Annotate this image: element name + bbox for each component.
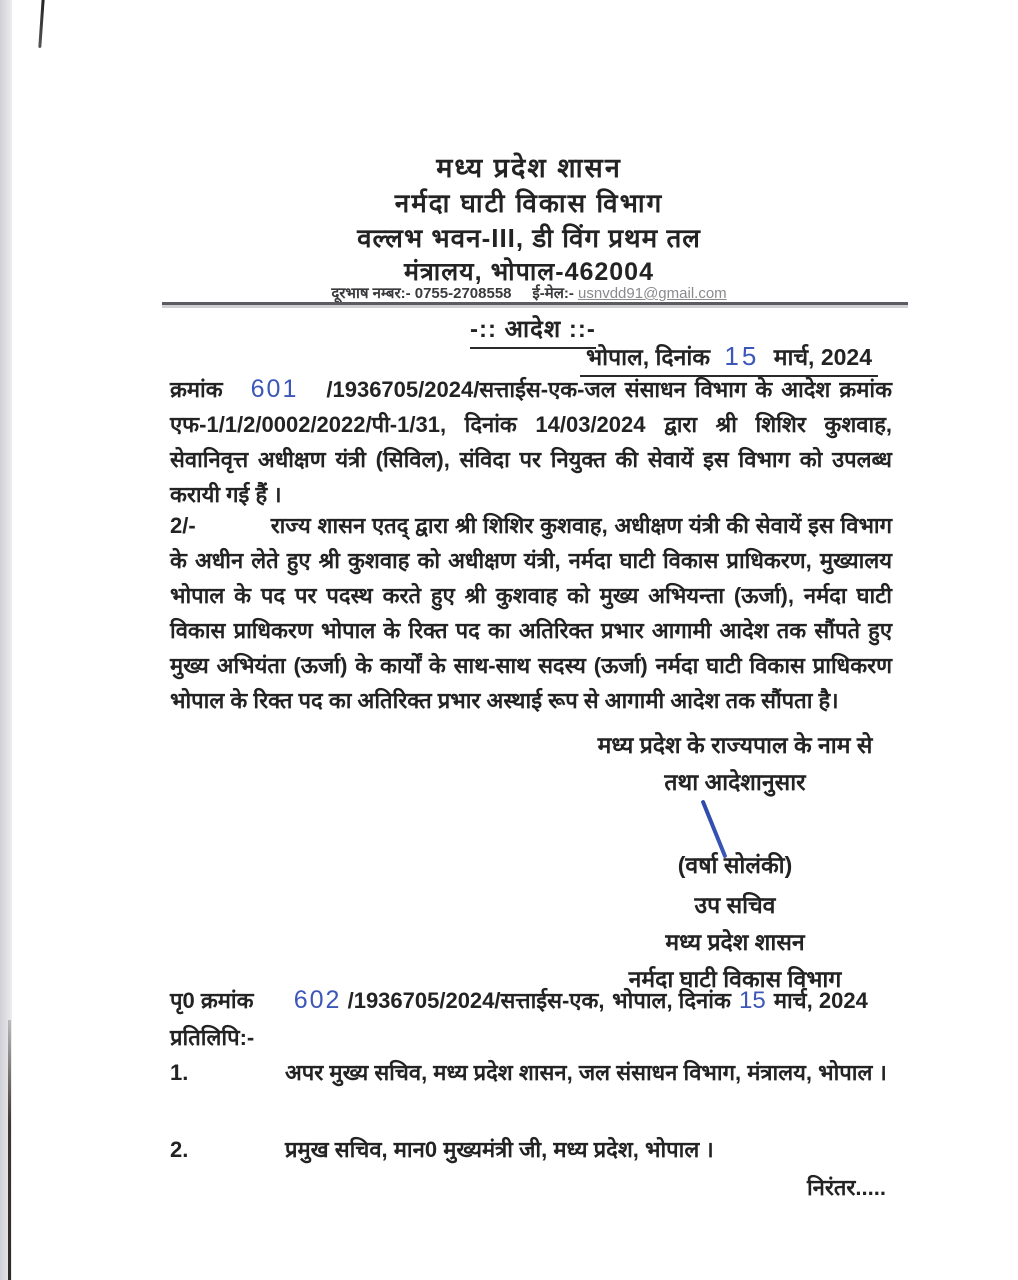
scan-edge-shadow-line	[8, 1020, 11, 1280]
handwritten-day-2: 15	[738, 987, 766, 1014]
order-paragraph-1	[170, 372, 892, 512]
email-address: usnvdd91@gmail.com	[578, 285, 727, 302]
authority-line-1: मध्य प्रदेश के राज्यपाल के नाम से	[597, 732, 873, 758]
order-heading: -:: आदेश ::-	[470, 312, 596, 349]
copy-1-text: अपर मुख्य सचिव, मध्य प्रदेश शासन, जल संसाधन विभाग, मंत्रालय, भोपाल ।	[285, 1060, 887, 1085]
endorsement-line	[170, 985, 604, 1015]
handwritten-endorsement-number: 602	[293, 986, 342, 1014]
date-prefix: भोपाल, दिनांक	[585, 344, 711, 370]
copy-recipient-row-2	[170, 1132, 896, 1167]
copy-to-label: प्रतिलिपि:-	[170, 1025, 255, 1050]
sig-date-suffix: मार्च, 2024	[773, 988, 868, 1013]
letterhead-contact-line	[164, 283, 894, 303]
para1-serial-label: क्रमांक	[170, 377, 223, 402]
letterhead-building-address: वल्लभ भवन-III, डी विंग प्रथम तल	[357, 223, 701, 253]
copy-1-number: 1.	[170, 1060, 189, 1085]
letterhead-department-name: नर्मदा घाटी विकास विभाग	[394, 188, 664, 218]
signatory-department: नर्मदा घाटी विकास विभाग	[628, 966, 842, 992]
endorsement-label: पृ0 क्रमांक	[170, 988, 254, 1013]
letterhead-city-pincode: मंत्रालय, भोपाल-462004	[404, 258, 654, 286]
phone-number: 0755-2708558	[414, 285, 512, 302]
order-paragraph-2	[170, 508, 892, 718]
authority-line-2: तथा आदेशानुसार	[664, 769, 806, 795]
copy-2-number: 2.	[170, 1137, 189, 1162]
copy-recipient-row-1	[170, 1055, 896, 1090]
handwritten-order-number: 601	[250, 375, 299, 403]
signatory-government: मध्य प्रदेश शासन	[665, 929, 805, 955]
para2-text: राज्य शासन एतद् द्वारा श्री शिशिर कुशवाह, अधीक्षण यंत्री की सेवायें इस विभाग के अधीन लेते हुए श्री कुशवाह को अधीक्षण यंत्री, नर्मदा घाटी विकास प्राधिकरण, मुख्यालय भोपाल के पद पर पदस्थ करते हुए श्री कुशवाह को मुख्य अभियन्ता (ऊर्जा), नर्मदा घाटी विकास प्राधिकरण भोपाल के रिक्त पद का अतिरिक्त प्रभार आगामी आदेश तक सौंपते हुए मुख्य अभियंता (ऊर्जा) के कार्यों के साथ-साथ सदस्य (ऊर्जा) नर्मदा घाटी विकास प्राधिकरण भोपाल के रिक्त पद का अतिरिक्त प्रभार अस्थाई रूप से आगामी आदेश तक सौंपता है।	[170, 513, 892, 713]
endorsement-text: /1936705/2024/सत्ताईस-एक,	[347, 988, 605, 1013]
sig-date-prefix: भोपाल, दिनांक	[612, 988, 731, 1013]
para2-serial-label: 2/-	[170, 513, 196, 538]
email-label: ई-मेल:-	[532, 285, 574, 302]
signature-date-line	[590, 985, 890, 1015]
continuation-note: निरंतर.....	[806, 1175, 886, 1200]
letterhead-government-name: मध्य प्रदेश शासन	[436, 153, 622, 183]
letterhead-divider-rule	[162, 302, 908, 305]
phone-label: दूरभाष नम्बर:-	[331, 285, 411, 302]
signatory-designation: उप सचिव	[694, 892, 776, 918]
signatory-name: (वर्षा सोलंकी)	[677, 852, 793, 878]
para1-text: /1936705/2024/सत्ताईस-एक-जल संसाधन विभाग के आदेश क्रमांक एफ-1/1/2/0002/2022/पी-1/31, दिनांक 14/03/2024 द्वारा श्री शिशिर कुशवाह, सेवानिवृत्त अधीक्षण यंत्री (सिविल), संविदा पर नियुक्त की सेवायें इस विभाग को उपलब्ध करायी गई हैं ।	[170, 377, 892, 507]
copy-2-text: प्रमुख सचिव, मान0 मुख्यमंत्री जी, मध्य प्रदेश, भोपाल ।	[285, 1137, 714, 1162]
date-suffix: मार्च, 2024	[773, 344, 872, 370]
handwritten-day: 15	[724, 341, 760, 371]
